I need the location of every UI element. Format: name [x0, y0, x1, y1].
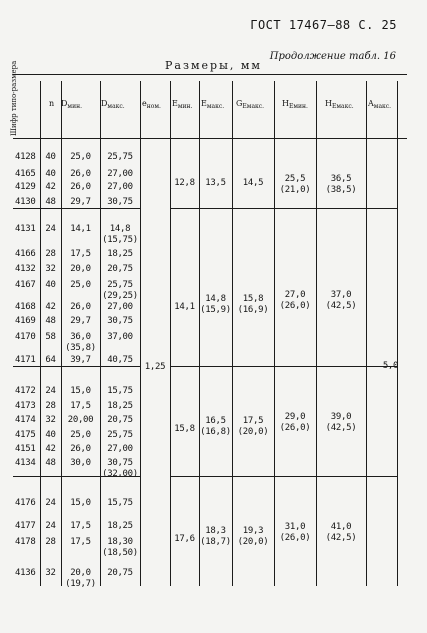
- row-d-min: 36,0: [70, 332, 91, 342]
- row-n: 24: [45, 498, 56, 508]
- row-d-min: 25,0: [70, 280, 91, 290]
- row-d-min: 30,0: [70, 458, 91, 468]
- row-code: 4178: [15, 537, 36, 547]
- row-n: 32: [45, 415, 56, 425]
- group-e-max: 13,5: [205, 178, 226, 188]
- table-rule: [170, 476, 397, 477]
- group-h-min-alt: (21,0): [279, 185, 311, 195]
- row-n: 58: [45, 332, 56, 342]
- row-d-min: 17,5: [70, 401, 91, 411]
- row-n: 32: [45, 568, 56, 578]
- group-h-max: 36,5: [330, 174, 352, 184]
- dimensions-title: Размеры, мм: [165, 59, 262, 72]
- row-code: 4177: [15, 521, 36, 531]
- header-d-max: $D_{макс.}$: [101, 99, 125, 110]
- e-nom-value: 1,25: [144, 362, 166, 372]
- row-n: 40: [45, 152, 56, 162]
- table-rule: [140, 81, 141, 586]
- header-n: n: [49, 99, 55, 108]
- group-h-min-alt: (26,0): [279, 533, 311, 543]
- group-h-max: 41,0: [330, 522, 352, 532]
- row-n: 40: [45, 280, 56, 290]
- header-h-e-max: $H_{Eмакс.}$: [325, 99, 354, 110]
- row-code: 4134: [15, 458, 36, 468]
- row-code: 4172: [15, 386, 36, 396]
- row-d-min: 20,0: [70, 568, 91, 578]
- row-code: 4166: [15, 249, 36, 259]
- row-n: 24: [45, 224, 56, 234]
- row-code: 4132: [15, 264, 36, 274]
- row-d-min: 29,7: [70, 316, 91, 326]
- row-n: 40: [45, 169, 56, 179]
- row-d-max: 25,75: [107, 430, 133, 440]
- row-code: 4130: [15, 197, 36, 207]
- row-d-min: 26,0: [70, 169, 91, 179]
- row-code: 4165: [15, 169, 36, 179]
- row-d-max: 14,8: [109, 224, 131, 234]
- group-h-min-alt: (26,0): [279, 301, 311, 311]
- row-d-min: 39,7: [70, 355, 91, 365]
- group-h-min: 27,0: [284, 290, 306, 300]
- group-e-min: 12,8: [174, 178, 195, 188]
- row-d-max: 25,75: [107, 152, 133, 162]
- row-code: 4136: [15, 568, 36, 578]
- dimensions-table: Шифр типо-размера n $D_{мин.}$ $D_{макс.}$ $e_{ном.}$ $E_{мин.}$ $E_{макс.}$ $G_{Eмакс.}$ $H_{Eмин.}$ $H_{Eмакс.}$ $A_{макс.}$ 4128 40 25,0 25,75 4165 40 26,0 27,00 4129 42 26,0 27,00 4130 48 29,7 30,75 12,8 13,5 14,5 25,5 (21,0) 36,5 (38,5) 4131 24 14,1 14,8 (15,75) 4166 28 17,5 18,25 4132 32 20,0 20,75 4167 40 25,0 25,75 (29,25) 4168 42 26,0 27,00 4169 48 29,7 30,75 4170 58 36,0 37,00 (35,8) 4171 64 39,7 40,75 14,1 14,8 (15,9) 15,8 (16,9) 27,0 (26,0) 37,0 (42,5) 4172 24 15,0 15,75 4173 28 17,5 18,25 4174 32 20,00 20,75 4175 40 25,0 25,75 4151 42 26,0 27,00 4134 48 30,0 30,75 (32,00) 15,8 16,5 (16,8) 17,5 (20,0) 29,0 (26,0) 39,0 (42,5) 4176 24 15,0 15,75 4177 24 17,5 18,25 4178 28 17,5 18,30 (18,50) 4136 32 20,0 20,75 (19,7) 17,6 18,3 (18,7) 19,3 (20,0) 31,0 (26,0) 41,0 (42,5) 1,25 5,0: [0, 0, 427, 633]
- row-d-max: 27,00: [107, 444, 133, 454]
- table-rule: [170, 81, 171, 586]
- group-e-min: 17,6: [174, 534, 195, 544]
- table-rule: [170, 366, 397, 367]
- group-g-e: 19,3: [242, 526, 264, 536]
- row-n: 42: [45, 302, 56, 312]
- row-d-min: 26,0: [70, 182, 91, 192]
- row-d-max: 27,00: [107, 302, 133, 312]
- group-h-max-alt: (42,5): [325, 533, 357, 543]
- row-d-min: 26,0: [70, 444, 91, 454]
- group-e-max-alt: (15,9): [200, 305, 231, 315]
- row-n: 42: [45, 182, 56, 192]
- row-d-min: 17,5: [70, 537, 91, 547]
- row-d-min: 17,5: [70, 521, 91, 531]
- row-d-max-alt: (29,25): [102, 291, 138, 301]
- row-d-min: 14,1: [70, 224, 91, 234]
- row-d-max: 37,00: [107, 332, 133, 342]
- group-h-max: 39,0: [330, 412, 352, 422]
- row-d-max: 30,75: [107, 316, 133, 326]
- row-n: 64: [45, 355, 56, 365]
- table-rule: [170, 208, 397, 209]
- row-code: 4170: [15, 332, 36, 342]
- table-rule: [13, 138, 407, 139]
- row-d-max: 20,75: [107, 264, 133, 274]
- header-g-e-max: $G_{Eмакс.}$: [236, 99, 265, 110]
- group-h-min: 25,5: [284, 174, 306, 184]
- header-d-min: $D_{мин.}$: [61, 99, 82, 110]
- row-d-max: 30,75: [107, 458, 133, 468]
- row-n: 40: [45, 430, 56, 440]
- row-d-max: 20,75: [107, 415, 133, 425]
- row-d-min: 15,0: [70, 498, 91, 508]
- row-n: 24: [45, 521, 56, 531]
- row-d-min: 26,0: [70, 302, 91, 312]
- row-d-max: 40,75: [107, 355, 133, 365]
- group-e-max-alt: (18,7): [200, 537, 231, 547]
- group-e-min: 14,1: [174, 302, 195, 312]
- row-n: 42: [45, 444, 56, 454]
- page-header: ГОСТ 17467—88 С. 25: [250, 18, 397, 32]
- header-e-max: $E_{макс.}$: [201, 99, 225, 110]
- group-e-max: 18,3: [205, 526, 226, 536]
- row-d-max: 18,25: [107, 521, 133, 531]
- group-g-e-alt: (20,0): [237, 537, 269, 547]
- header-h-e-min: $H_{Eмин.}$: [282, 99, 308, 110]
- row-n: 24: [45, 386, 56, 396]
- group-h-max: 37,0: [330, 290, 352, 300]
- row-d-max: 27,00: [107, 182, 133, 192]
- row-code: 4169: [15, 316, 36, 326]
- row-n: 28: [45, 401, 56, 411]
- group-h-max-alt: (38,5): [325, 185, 357, 195]
- group-g-e-alt: (20,0): [237, 427, 269, 437]
- row-code: 4128: [15, 152, 36, 162]
- row-n: 28: [45, 537, 56, 547]
- row-code: 4151: [15, 444, 36, 454]
- table-rule: [366, 81, 367, 586]
- table-rule: [316, 81, 317, 586]
- row-code: 4173: [15, 401, 36, 411]
- row-d-min: 20,0: [70, 264, 91, 274]
- table-rule: [13, 366, 140, 367]
- row-code: 4168: [15, 302, 36, 312]
- row-d-min-alt: (35,8): [65, 343, 96, 353]
- group-h-min-alt: (26,0): [279, 423, 311, 433]
- row-d-max: 18,25: [107, 401, 133, 411]
- group-g-e: 14,5: [242, 178, 264, 188]
- row-d-max: 20,75: [107, 568, 133, 578]
- row-n: 32: [45, 264, 56, 274]
- group-e-max-alt: (16,8): [200, 427, 231, 437]
- row-code: 4131: [15, 224, 36, 234]
- row-d-min: 17,5: [70, 249, 91, 259]
- row-d-min: 20,00: [67, 415, 94, 425]
- row-d-max: 18,30: [107, 537, 133, 547]
- header-e-nom: $e_{ном.}$: [142, 99, 161, 110]
- group-h-max-alt: (42,5): [325, 301, 357, 311]
- row-d-max-alt: (32,00): [102, 469, 138, 479]
- row-d-min: 25,0: [70, 152, 91, 162]
- row-d-min: 25,0: [70, 430, 91, 440]
- table-rule: [397, 81, 398, 586]
- row-d-min-alt: (19,7): [65, 579, 96, 589]
- row-d-max: 27,00: [107, 169, 133, 179]
- row-code: 4176: [15, 498, 36, 508]
- group-g-e: 17,5: [242, 416, 264, 426]
- row-n: 48: [45, 316, 56, 326]
- table-rule: [13, 208, 140, 209]
- row-code: 4167: [15, 280, 36, 290]
- row-d-max: 18,25: [107, 249, 133, 259]
- row-d-max-alt: (15,75): [102, 235, 138, 245]
- table-rule: [232, 81, 233, 586]
- row-d-max: 25,75: [107, 280, 133, 290]
- row-code: 4175: [15, 430, 36, 440]
- table-rule: [274, 81, 275, 586]
- row-d-max: 15,75: [107, 386, 133, 396]
- row-d-max: 15,75: [107, 498, 133, 508]
- group-g-e-alt: (16,9): [237, 305, 269, 315]
- row-d-min: 29,7: [70, 197, 91, 207]
- row-d-min: 15,0: [70, 386, 91, 396]
- group-e-max: 14,8: [205, 294, 226, 304]
- group-e-min: 15,8: [174, 424, 195, 434]
- row-n: 48: [45, 458, 56, 468]
- row-code: 4129: [15, 182, 36, 192]
- table-rule: [199, 81, 200, 586]
- group-e-max: 16,5: [205, 416, 226, 426]
- row-n: 28: [45, 249, 56, 259]
- a-max-value: 5,0: [382, 361, 399, 371]
- group-h-max-alt: (42,5): [325, 423, 357, 433]
- table-rule: [13, 74, 407, 75]
- row-d-max-alt: (18,50): [102, 548, 138, 558]
- header-a-max: $A_{макс.}$: [368, 99, 392, 110]
- group-h-min: 31,0: [284, 522, 306, 532]
- group-h-min: 29,0: [284, 412, 306, 422]
- row-n: 48: [45, 197, 56, 207]
- row-code: 4171: [15, 355, 36, 365]
- group-g-e: 15,8: [242, 294, 264, 304]
- row-code: 4174: [15, 415, 36, 425]
- row-d-max: 30,75: [107, 197, 133, 207]
- table-continuation-label: Продолжение табл. 16: [269, 51, 396, 62]
- header-e-min: $E_{мин.}$: [172, 99, 193, 110]
